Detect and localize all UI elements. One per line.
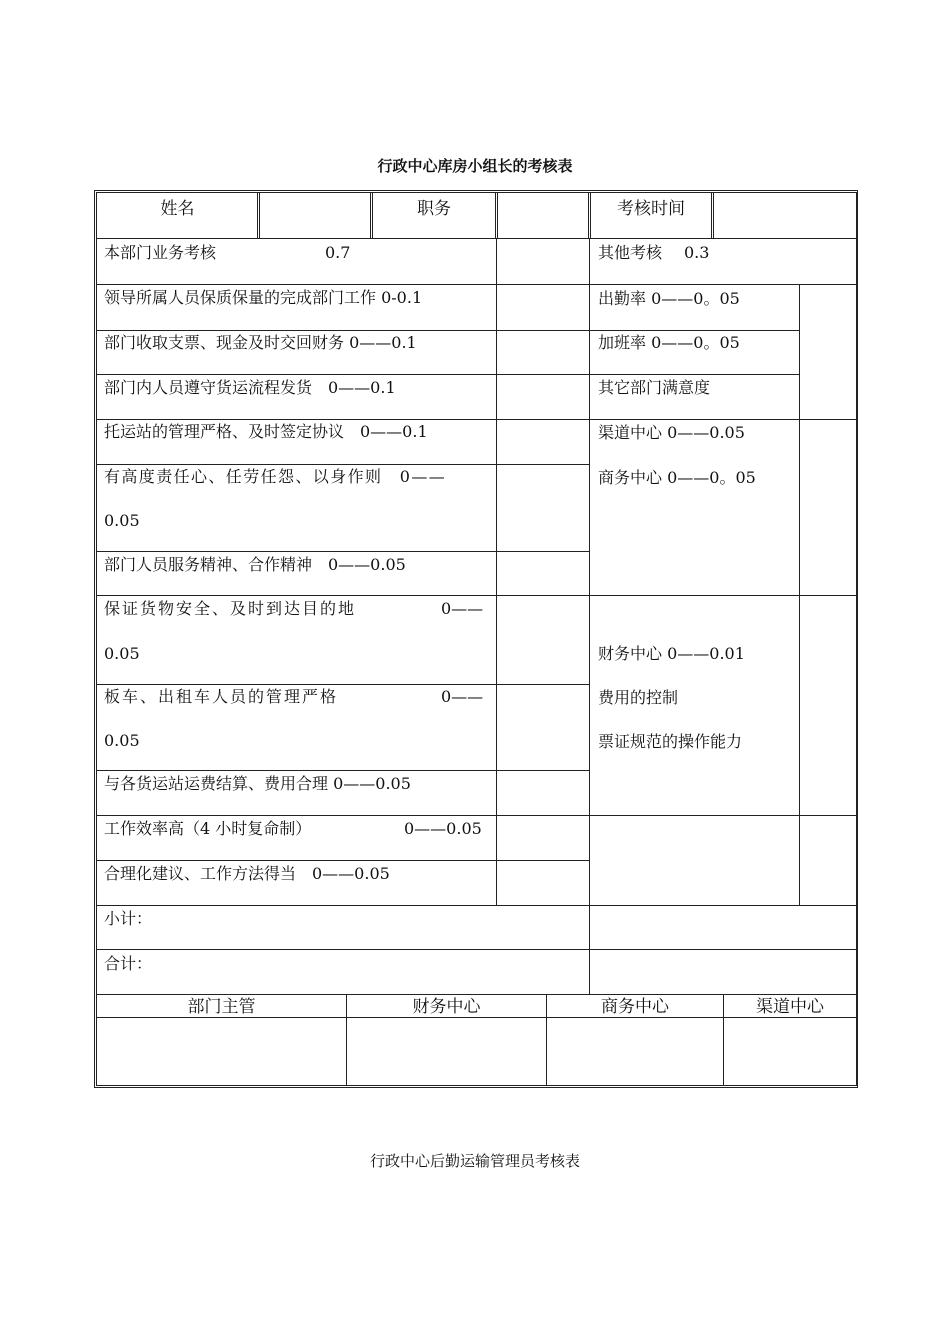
- grid-line: [96, 330, 590, 331]
- total-label: 合计：: [104, 954, 153, 973]
- grid-line: [589, 374, 799, 375]
- grid-line: [96, 815, 590, 816]
- left-item: 托运站的管理严格、及时签定协议 0——0.1: [104, 422, 428, 441]
- left-item: 与各货运站运费结算、费用合理 0——0.05: [104, 774, 411, 793]
- signer-business-center: 商务中心: [601, 997, 669, 1017]
- left-item: 0.05: [104, 644, 140, 663]
- grid-line: [96, 374, 590, 375]
- center-divider: [589, 238, 590, 994]
- right-item: 商务中心 0——0。05: [598, 468, 756, 487]
- left-item: 领导所属人员保质保量的完成部门工作 0-0.1: [104, 288, 423, 307]
- grid-line: [496, 238, 497, 284]
- header-inner-top-line: [96, 192, 856, 193]
- grid-line: [496, 595, 497, 815]
- evaluation-table: [94, 190, 858, 1088]
- header-divider: [588, 192, 589, 238]
- grid-line: [799, 595, 800, 905]
- grid-line: [96, 551, 590, 552]
- header-divider: [713, 192, 714, 238]
- header-divider: [497, 192, 498, 238]
- signer-finance-center: 财务中心: [412, 997, 481, 1017]
- header-divider: [257, 192, 258, 238]
- grid-line: [589, 419, 856, 420]
- left-item: 0——: [441, 687, 484, 706]
- grid-line: [96, 464, 590, 465]
- right-item: 财务中心 0——0.01: [598, 644, 745, 663]
- right-item: 加班率 0——0。05: [598, 333, 740, 352]
- grid-line: [96, 284, 590, 285]
- header-bottom-line: [96, 238, 856, 239]
- left-item: 0.05: [104, 511, 140, 530]
- header-divider: [590, 192, 591, 238]
- other-section-weight: 0.3: [684, 243, 710, 262]
- header-divider: [495, 192, 496, 238]
- grid-line: [96, 684, 590, 685]
- right-item: 出勤率 0——0。05: [598, 289, 740, 308]
- left-item: 0——: [441, 599, 484, 618]
- grid-line: [799, 284, 800, 595]
- grid-line: [496, 419, 497, 595]
- right-item: 票证规范的操作能力: [598, 732, 743, 751]
- left-item: 合理化建议、工作方法得当 0——0.05: [104, 864, 390, 883]
- header-divider: [711, 192, 712, 238]
- left-item: 0——0.05: [404, 819, 482, 838]
- grid-line: [96, 860, 590, 861]
- header-divider: [372, 192, 373, 238]
- signer-dept-manager: 部门主管: [187, 997, 256, 1017]
- grid-line: [589, 815, 856, 816]
- grid-line: [589, 595, 856, 596]
- left-item: 部门内人员遵守货运流程发货 0——0.1: [104, 378, 396, 397]
- subtotal-label: 小计：: [104, 909, 153, 928]
- right-item: 费用的控制: [598, 688, 679, 707]
- grid-line: [96, 1085, 856, 1086]
- header-divider: [259, 192, 260, 238]
- left-item: 有高度责任心、任劳任怨、以身作则 0——: [104, 467, 447, 486]
- left-item: 工作效率高（4 小时复命制）: [104, 819, 312, 838]
- grid-line: [96, 770, 590, 771]
- other-section-label: 其他考核: [598, 243, 663, 262]
- left-item: 保证货物安全、及时到达目的地: [104, 599, 357, 618]
- right-item: 其它部门满意度: [598, 378, 711, 397]
- left-item: 板车、出租车人员的管理严格: [104, 687, 339, 706]
- inner-right-line: [856, 192, 857, 1086]
- grid-line: [96, 1017, 856, 1018]
- grid-line: [96, 994, 856, 995]
- signer-channel-center: 渠道中心: [756, 997, 824, 1017]
- page-title: 行政中心库房小组长的考核表: [377, 157, 573, 175]
- right-item: 渠道中心 0——0.05: [598, 423, 745, 442]
- grid-line: [96, 595, 590, 596]
- grid-line: [589, 330, 799, 331]
- grid-line: [496, 284, 497, 330]
- grid-line: [96, 905, 856, 906]
- grid-line: [589, 284, 856, 285]
- next-table-title: 行政中心后勤运输管理员考核表: [369, 1152, 580, 1170]
- grid-line: [96, 419, 590, 420]
- header-divider: [370, 192, 371, 238]
- dept-section-label: 本部门业务考核: [104, 243, 217, 262]
- left-item: 0.05: [104, 731, 140, 750]
- evaluation-time-label: 考核时间: [617, 199, 685, 219]
- name-label: 姓名: [160, 199, 195, 219]
- inner-left-line: [96, 192, 97, 1086]
- left-item: 部门人员服务精神、合作精神 0——0.05: [104, 555, 406, 574]
- left-item: 部门收取支票、现金及时交回财务 0——0.1: [104, 333, 417, 352]
- dept-section-weight: 0.7: [325, 243, 351, 262]
- position-label: 职务: [417, 199, 451, 219]
- grid-line: [96, 949, 856, 950]
